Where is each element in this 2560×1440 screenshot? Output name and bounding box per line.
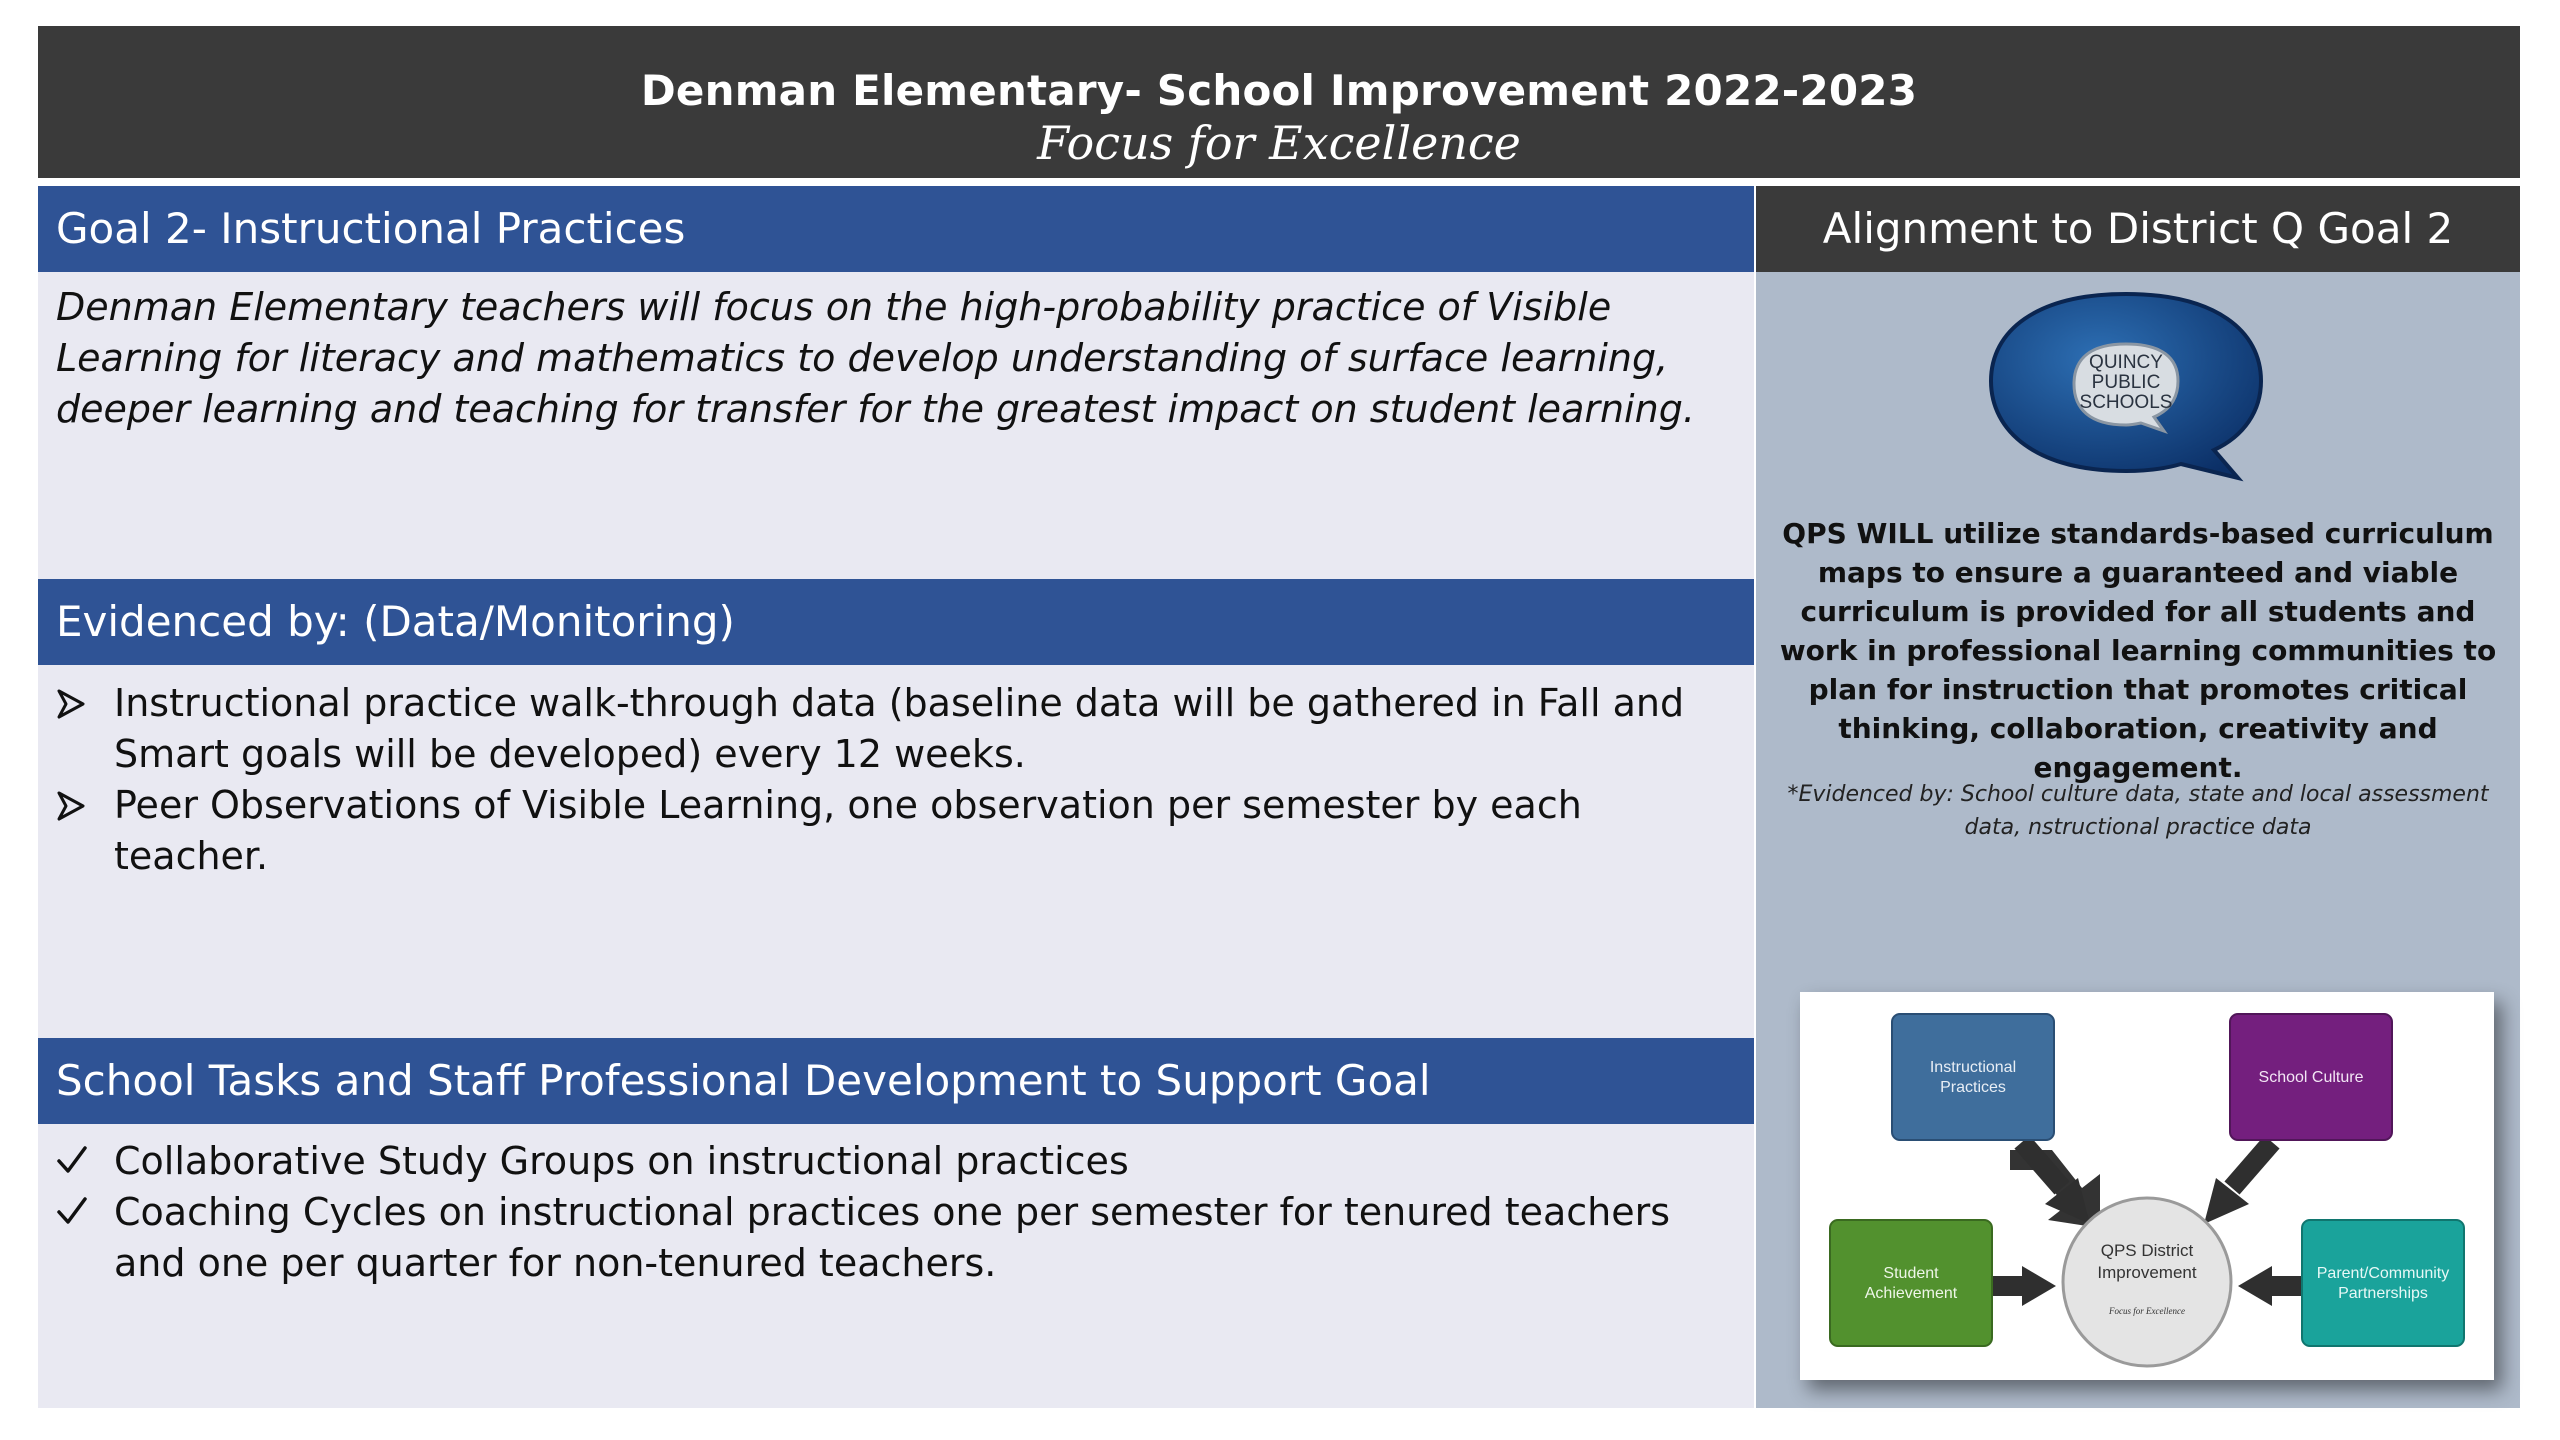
student-label-line1: Student <box>1883 1265 1939 1282</box>
parent-community-box <box>2302 1220 2464 1346</box>
evidenced-item-text: Instructional practice walk-through data (baseline data will be gathered in Fall and Smart goals will be developed) every 12 weeks. <box>114 681 1685 776</box>
list-item <box>56 1136 1746 1187</box>
evidenced-list <box>56 678 1746 882</box>
goal-panel <box>38 186 1754 1408</box>
arrow-icon <box>2232 1142 2272 1188</box>
arrow-icon <box>2022 1266 2056 1306</box>
student-achievement-box <box>1830 1220 1992 1346</box>
arrow-bullet-icon <box>56 678 96 733</box>
checkmark-icon <box>56 1136 96 1189</box>
district-goal-statement: QPS WILL utilize standards-based curriculum maps to ensure a guaranteed and viable curriculum is provided for all students and work in professional learning communities to plan for instruction that promotes critical thinking, collaboration, creativity and engagement. <box>1779 517 2497 784</box>
logo-text-line3: SCHOOLS <box>2079 392 2173 413</box>
goal-heading: Goal 2- Instructional Practices <box>38 186 1754 272</box>
center-label-line1: QPS District <box>2100 1241 2194 1260</box>
arrow-icon <box>2238 1266 2272 1306</box>
center-label-line2: Improvement <box>2097 1263 2197 1282</box>
page-header <box>38 26 2520 178</box>
task-item-text: Collaborative Study Groups on instructional practices <box>114 1139 1129 1183</box>
page-subtitle: Focus for Excellence <box>1037 116 1521 170</box>
evidenced-heading: Evidenced by: (Data/Monitoring) <box>38 579 1754 665</box>
goal-statement: Denman Elementary teachers will focus on the high-probability practice of Visible Learning for literacy and mathematics to develop understanding of surface learning, deeper learning and teaching for transfer for the greatest impact on student learning. <box>56 285 1695 431</box>
quincy-q-logo <box>1976 286 2276 486</box>
parent-label-line1: Parent/Community <box>2316 1265 2450 1282</box>
instructional-practices-box <box>1892 1014 2054 1140</box>
task-item-text: Coaching Cycles on instructional practices one per semester for tenured teachers and one per quarter for non-tenured teachers. <box>114 1190 1671 1285</box>
evidenced-item-text: Peer Observations of Visible Learning, one observation per semester by each teacher. <box>114 783 1582 878</box>
district-improvement-diagram <box>1800 992 2494 1380</box>
alignment-panel <box>1756 186 2520 1408</box>
parent-label-line2: Partnerships <box>2338 1285 2428 1302</box>
tasks-list <box>56 1136 1746 1289</box>
alignment-heading: Alignment to District Q Goal 2 <box>1756 186 2520 272</box>
instructional-label-line2: Practices <box>1940 1079 2006 1096</box>
logo-text-line1: QUINCY <box>2089 352 2163 373</box>
diagram-graphic <box>1800 992 2494 1380</box>
district-evidence-note: *Evidenced by: School culture data, state and local assessment data, nstructional practice data <box>1787 782 2489 840</box>
checkmark-icon <box>56 1187 96 1240</box>
page-title: Denman Elementary- School Improvement 2022-2023 <box>640 66 1918 115</box>
center-circle <box>2063 1198 2231 1366</box>
logo-text-line2: PUBLIC <box>2091 372 2161 393</box>
student-label-line2: Achievement <box>1864 1285 1958 1302</box>
instructional-label-line1: Instructional <box>1929 1059 2017 1076</box>
list-item <box>56 780 1746 882</box>
tasks-heading: School Tasks and Staff Professional Development to Support Goal <box>38 1038 1754 1124</box>
arrow-bullet-icon <box>56 780 96 835</box>
school-culture-label: School Culture <box>2258 1069 2364 1086</box>
list-item <box>56 678 1746 780</box>
center-tagline: Focus for Excellence <box>2109 1306 2185 1316</box>
list-item <box>56 1187 1746 1289</box>
